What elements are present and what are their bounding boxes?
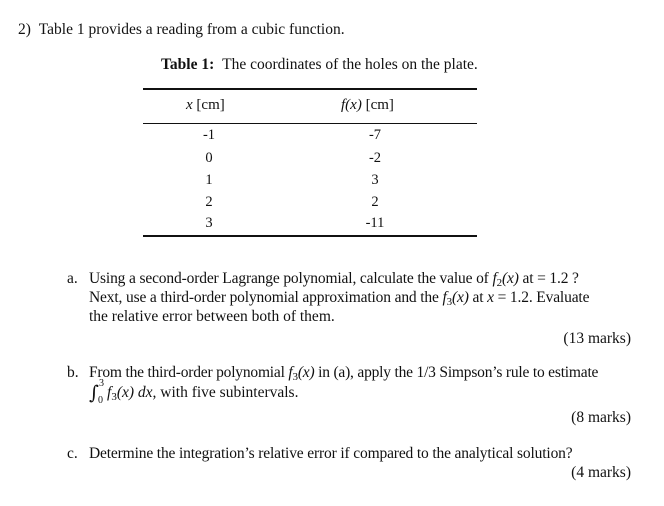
table-caption-text: The coordinates of the holes on the plate. xyxy=(222,56,478,73)
table-header-x: x [cm] xyxy=(186,97,225,113)
table-cell-x: 3 xyxy=(205,215,213,231)
part-b-letter: b. xyxy=(67,364,79,381)
table-cell-x: 0 xyxy=(205,150,213,166)
table-caption xyxy=(161,56,478,74)
table-bottom-rule xyxy=(143,235,477,237)
table-cell-fx: 3 xyxy=(371,172,379,188)
part-b-line-1: From the third-order polynomial $f_3(x)$ in (a), apply the 1/3 Simpson’s rule to estimate xyxy=(89,364,599,383)
part-b-marks: (8 marks) xyxy=(571,409,631,426)
table-header-rule xyxy=(143,123,477,124)
table-caption-label: Table 1: xyxy=(161,56,215,73)
integral-sign: ∫ xyxy=(89,382,99,404)
integrand: $f_3(x)$ dx, with five subintervals. xyxy=(107,384,299,403)
table-cell-x: 1 xyxy=(205,172,213,188)
table-cell-x: -1 xyxy=(202,127,216,143)
part-c-letter: c. xyxy=(67,445,78,462)
part-a-line-1: Using a second-order Lagrange polynomial, calculate the value of $f_2(x)$ at = 1.2 ? xyxy=(89,270,579,289)
part-c-marks: (4 marks) xyxy=(571,464,631,481)
table-top-rule xyxy=(143,88,477,90)
part-a-line-2: Next, use a third-order polynomial approximation and the $f_3(x)$ at x = 1.2. Evaluate xyxy=(89,289,590,308)
table-cell-x: 2 xyxy=(205,194,213,210)
table-cell-fx: 2 xyxy=(371,194,379,210)
integral-lower-limit: 0 xyxy=(98,395,103,406)
part-c-line-1: Determine the integration’s relative error if compared to the analytical solution? xyxy=(89,445,573,462)
table-cell-fx: -7 xyxy=(368,127,382,143)
table-cell-fx: -11 xyxy=(365,215,385,231)
part-a-marks: (13 marks) xyxy=(563,330,631,347)
table-cell-fx: -2 xyxy=(368,150,382,166)
part-b-line-2 xyxy=(89,380,489,404)
question-header xyxy=(18,21,345,39)
table-header-fx: f(x) [cm] xyxy=(341,97,394,113)
integral-upper-limit: 3 xyxy=(99,378,104,389)
question-number: 2) xyxy=(18,21,31,38)
part-a-letter: a. xyxy=(67,270,78,287)
part-a-line-3: the relative error between both of them. xyxy=(89,308,335,325)
question-intro: Table 1 provides a reading from a cubic function. xyxy=(38,21,345,38)
